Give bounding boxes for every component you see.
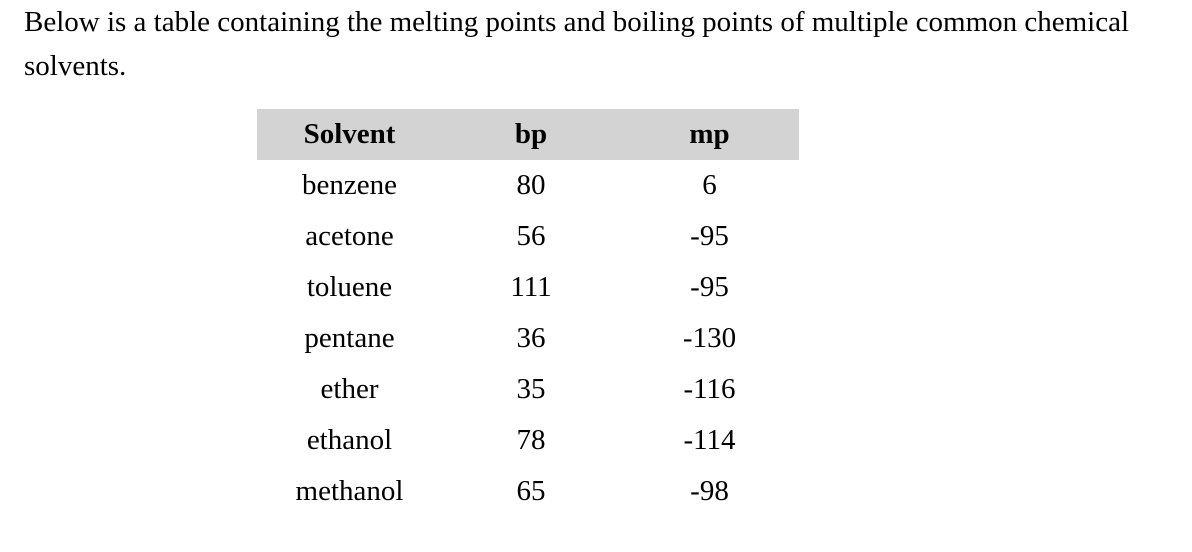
cell-bp: 56 (516, 220, 546, 252)
cell-solvent: ether (320, 373, 379, 405)
cell-bp: 80 (516, 169, 546, 201)
cell-solvent: acetone (305, 220, 394, 252)
cell-solvent: toluene (306, 271, 393, 303)
cell-mp: -95 (690, 271, 729, 303)
cell-mp: -95 (690, 220, 729, 252)
table-row (257, 160, 799, 211)
solvent-table-container (257, 109, 799, 517)
table-row (257, 415, 799, 466)
header-bp: bp (514, 118, 548, 150)
cell-bp: 35 (516, 373, 546, 405)
header-solvent: Solvent (303, 118, 396, 150)
cell-mp: -114 (683, 424, 736, 456)
header-row (257, 109, 799, 160)
table-row (257, 262, 799, 313)
cell-mp: -130 (682, 322, 737, 354)
cell-bp: 65 (516, 475, 546, 507)
cell-solvent: pentane (304, 322, 395, 354)
header-mp: mp (689, 118, 730, 150)
cell-bp: 78 (516, 424, 546, 456)
table-body (257, 160, 799, 517)
table-row (257, 466, 799, 517)
cell-mp: 6 (702, 169, 717, 201)
cell-bp: 111 (510, 271, 552, 303)
table-row (257, 313, 799, 364)
table-row (257, 211, 799, 262)
cell-bp: 36 (516, 322, 546, 354)
cell-mp: -116 (683, 373, 736, 405)
cell-mp: -98 (690, 475, 729, 507)
table-row (257, 364, 799, 415)
table-header (257, 109, 799, 160)
solvent-table (257, 109, 799, 517)
intro-paragraph: Below is a table containing the melting points and boiling points of multiple common chemical solvents. (24, 6, 1130, 82)
cell-solvent: ethanol (306, 424, 393, 456)
cell-solvent: benzene (302, 169, 397, 201)
cell-solvent: methanol (295, 475, 404, 507)
